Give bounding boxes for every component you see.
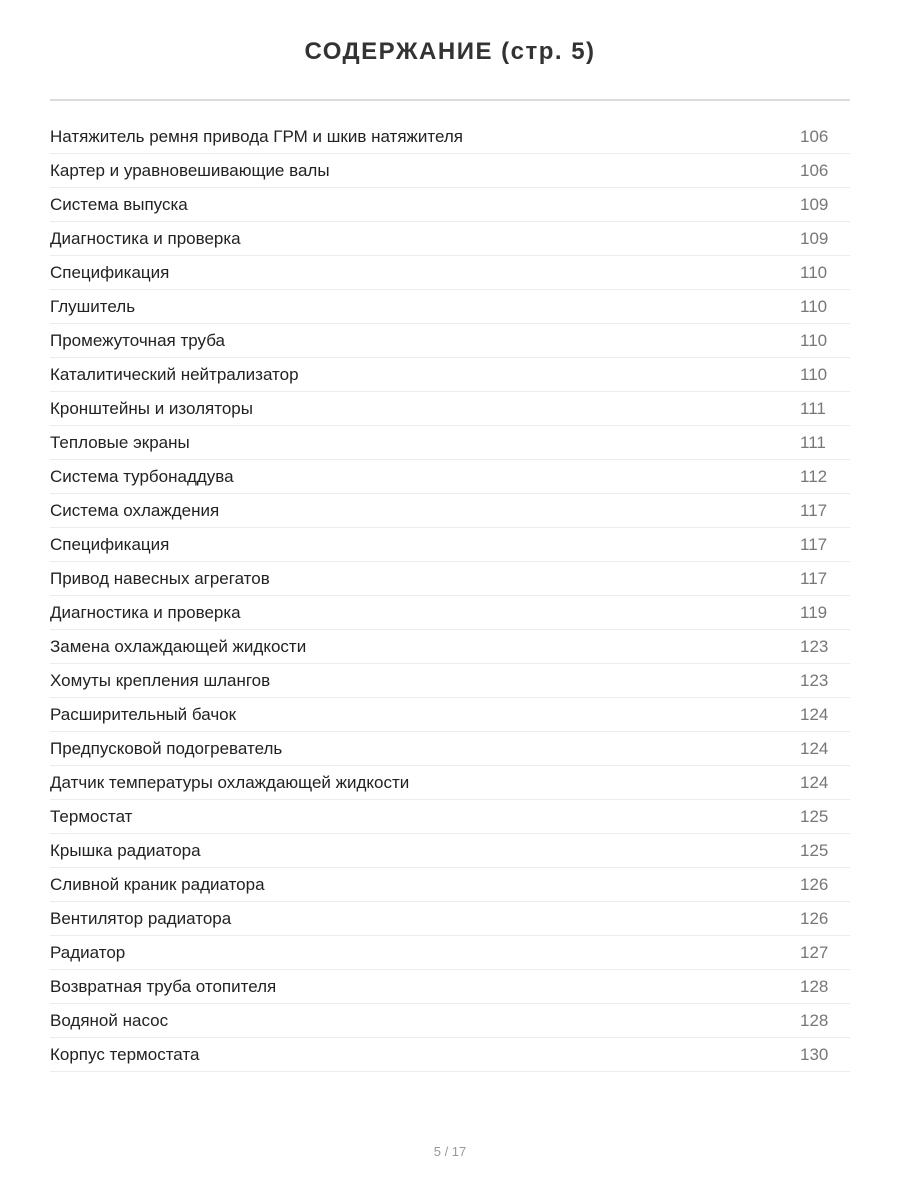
toc-entry[interactable] [50,800,850,834]
toc-entry-page: 106 [800,126,829,146]
toc-entry-page: 106 [800,160,829,180]
toc-entry-page: 124 [800,704,829,724]
toc-entry-title: Термостат [50,806,133,826]
toc-entry-page: 123 [800,670,829,690]
toc-entry-page: 110 [800,330,828,350]
toc-entry[interactable] [50,154,850,188]
toc-entry-title: Каталитический нейтрализатор [50,364,299,384]
toc-entry-title: Корпус термостата [50,1044,200,1064]
toc-entry-page: 124 [800,738,829,758]
toc-entry[interactable] [50,664,850,698]
toc-entry-page: 126 [800,908,829,928]
toc-entry-title: Радиатор [50,942,126,962]
toc-entry-page: 110 [800,262,828,282]
toc-entry[interactable] [50,358,850,392]
toc-entry-page: 112 [800,466,828,486]
toc-entry[interactable] [50,460,850,494]
page-indicator: 5 / 17 [433,1144,467,1159]
toc-entry-page: 117 [800,534,828,554]
toc-entry[interactable] [50,630,850,664]
toc-entry-page: 123 [800,636,829,656]
toc-entry-title: Вентилятор радиатора [50,908,232,928]
toc-entry-title: Хомуты крепления шлангов [50,670,271,690]
toc-entry-page: 110 [800,364,828,384]
toc-entry-title: Крышка радиатора [50,840,201,860]
page-title: СОДЕРЖАНИЕ (стр. 5) [304,38,596,65]
toc-entry-page: 127 [800,942,829,962]
toc-entry[interactable] [50,766,850,800]
toc-entry[interactable] [50,732,850,766]
toc-entry-title: Замена охлаждающей жидкости [50,636,307,656]
toc-entry-title: Расширительный бачок [50,704,237,724]
toc-entry-page: 109 [800,228,829,248]
toc-entry[interactable] [50,222,850,256]
toc-entry-title: Спецификация [50,262,170,282]
toc-entry[interactable] [50,324,850,358]
toc-entry-title: Привод навесных агрегатов [50,568,270,588]
toc-entry-title: Система турбонаддува [50,466,234,486]
toc-entry-page: 125 [800,806,829,826]
toc-entry-title: Водяной насос [50,1010,169,1030]
toc-entry[interactable] [50,902,850,936]
toc-entry[interactable] [50,120,850,154]
toc-entry-title: Глушитель [50,296,136,316]
title-divider [50,99,850,101]
toc-entry-title: Кронштейны и изоляторы [50,398,253,418]
toc-entry-page: 130 [800,1044,829,1064]
toc-entry-page: 117 [800,568,828,588]
toc-entry-title: Натяжитель ремня привода ГРМ и шкив натяжителя [50,126,464,146]
toc-entry[interactable] [50,494,850,528]
toc-entry-title: Предпусковой подогреватель [50,738,283,758]
toc-entry-title: Система выпуска [50,194,188,214]
toc-entry-page: 117 [800,500,828,520]
toc-entry-page: 124 [800,772,829,792]
toc-entry[interactable] [50,290,850,324]
toc-entry-page: 128 [800,976,829,996]
toc-entry[interactable] [50,970,850,1004]
toc-entry[interactable] [50,834,850,868]
toc-entry[interactable] [50,1038,850,1072]
toc-entry-page: 109 [800,194,829,214]
toc-list [50,120,850,1072]
toc-entry-title: Тепловые экраны [50,432,190,452]
toc-entry[interactable] [50,392,850,426]
toc-entry-page: 111 [800,432,826,452]
toc-entry[interactable] [50,868,850,902]
toc-entry[interactable] [50,596,850,630]
toc-entry-title: Промежуточная труба [50,330,225,350]
toc-entry-title: Спецификация [50,534,170,554]
toc-entry[interactable] [50,528,850,562]
toc-entry-title: Картер и уравновешивающие валы [50,160,330,180]
toc-entry-page: 119 [800,602,828,622]
toc-entry-page: 126 [800,874,829,894]
toc-entry-page: 110 [800,296,828,316]
toc-entry-page: 125 [800,840,829,860]
toc-entry[interactable] [50,1004,850,1038]
toc-entry-title: Датчик температуры охлаждающей жидкости [50,772,410,792]
toc-entry[interactable] [50,562,850,596]
toc-entry[interactable] [50,426,850,460]
toc-entry[interactable] [50,698,850,732]
toc-entry-title: Сливной краник радиатора [50,874,265,894]
toc-entry[interactable] [50,936,850,970]
toc-entry-title: Диагностика и проверка [50,228,241,248]
toc-entry-title: Диагностика и проверка [50,602,241,622]
toc-entry[interactable] [50,256,850,290]
toc-entry-title: Система охлаждения [50,500,220,520]
toc-entry-title: Возвратная труба отопителя [50,976,277,996]
toc-entry-page: 111 [800,398,826,418]
toc-entry[interactable] [50,188,850,222]
toc-entry-page: 128 [800,1010,829,1030]
